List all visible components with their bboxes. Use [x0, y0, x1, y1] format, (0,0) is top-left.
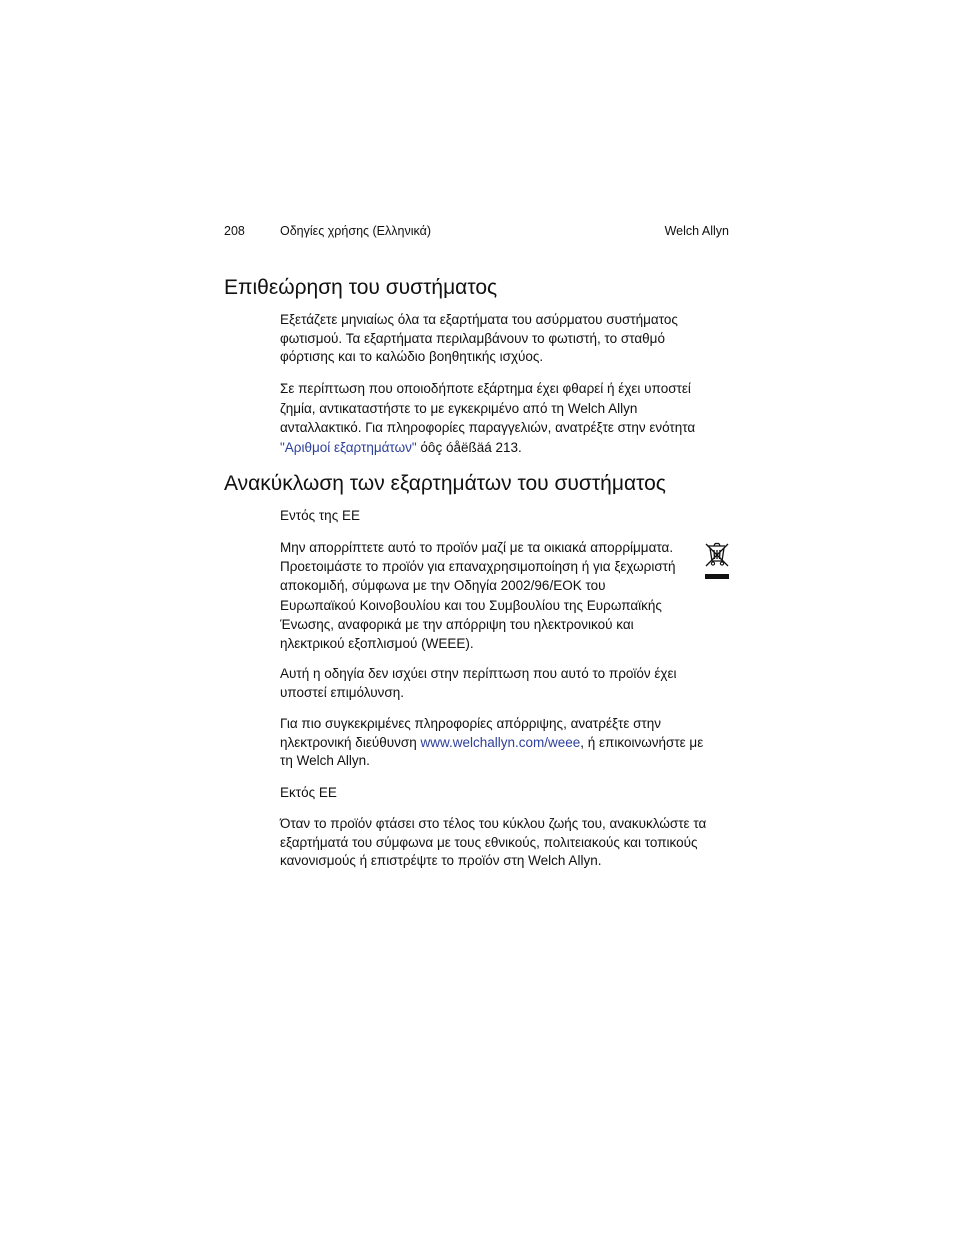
page-number: 208 — [224, 224, 245, 238]
outside-eu-label: Εκτός ΕΕ — [280, 785, 337, 800]
recycling-paragraph-3: Για πιο συγκεκριμένες πληροφορίες απόρριψης, ανατρέξτε στην ηλεκτρονική διεύθυνση www.welchallyn.com/weee, ή επικοινωνήστε με τη Welch Allyn. — [280, 716, 704, 768]
running-header — [224, 224, 729, 240]
within-eu-label: Εντός της ΕΕ — [280, 508, 360, 523]
recycling-paragraph-4: Όταν το προϊόν φτάσει στο τέλος του κύκλου ζωής του, ανακυκλώστε τα εξαρτήματά του σύμφωνα με τους εθνικούς, πολιτειακούς και τοπικούς κανονισμούς ή επιστρέψτε το προϊόν στη Welch Allyn. — [280, 816, 707, 868]
brand-name: Welch Allyn — [664, 224, 729, 238]
recycling-paragraph-2: Αυτή η οδηγία δεν ισχύει στην περίπτωση που αυτό το προϊόν έχει υποστεί επιμόλυνση. — [280, 666, 677, 700]
section-heading-recycling: Ανακύκλωση των εξαρτημάτων του συστήματος — [224, 472, 666, 495]
manual-title: Οδηγίες χρήσης (Ελληνικά) — [280, 224, 431, 238]
inspection-paragraph-2: Σε περίπτωση που οποιοδήποτε εξάρτημα έχει φθαρεί ή έχει υποστεί ζημία, αντικαταστήστε το με εγκεκριμένο από τη Welch Allyn ανταλλακτικό. Για πληροφορίες παραγγελιών, ανατρέξτε στην ενότητα "Αριθμοί εξαρτημάτων" όôç óåëßäá 213. — [280, 381, 696, 455]
crossed-out-wheelie-bin-icon — [704, 541, 730, 581]
inspection-paragraph-1: Εξετάζετε μηνιαίως όλα τα εξαρτήματα του ασύρματου συστήματος φωτισμού. Τα εξαρτήματα περιλαμβάνουν το φωτιστή, το σταθμό φόρτισης και το καλώδιο βοηθητικής ισχύος. — [280, 312, 678, 364]
weee-url-link[interactable]: www.welchallyn.com/weee — [420, 734, 581, 750]
part-numbers-link[interactable]: "Αριθμοί εξαρτημάτων" — [280, 439, 417, 455]
section-heading-inspection: Επιθεώρηση του συστήματος — [224, 276, 498, 299]
recycling-paragraph-1: Μην απορρίπτετε αυτό το προϊόν μαζί με τα οικιακά απορρίμματα. Προετοιμάστε το προϊόν για επαναχρησιμοποίηση ή για ξεχωριστή αποκομιδή, σύμφωνα με την Οδηγία 2002/96/ΕΟΚ του Ευρωπαϊκού Κοινοβουλίου και του Συμβουλίου της Ευρωπαϊκής Ένωσης, αναφορικά με την απόρριψη του ηλεκτρονικού και ηλεκτρικού εξοπλισμού (WEEE). — [280, 540, 676, 652]
